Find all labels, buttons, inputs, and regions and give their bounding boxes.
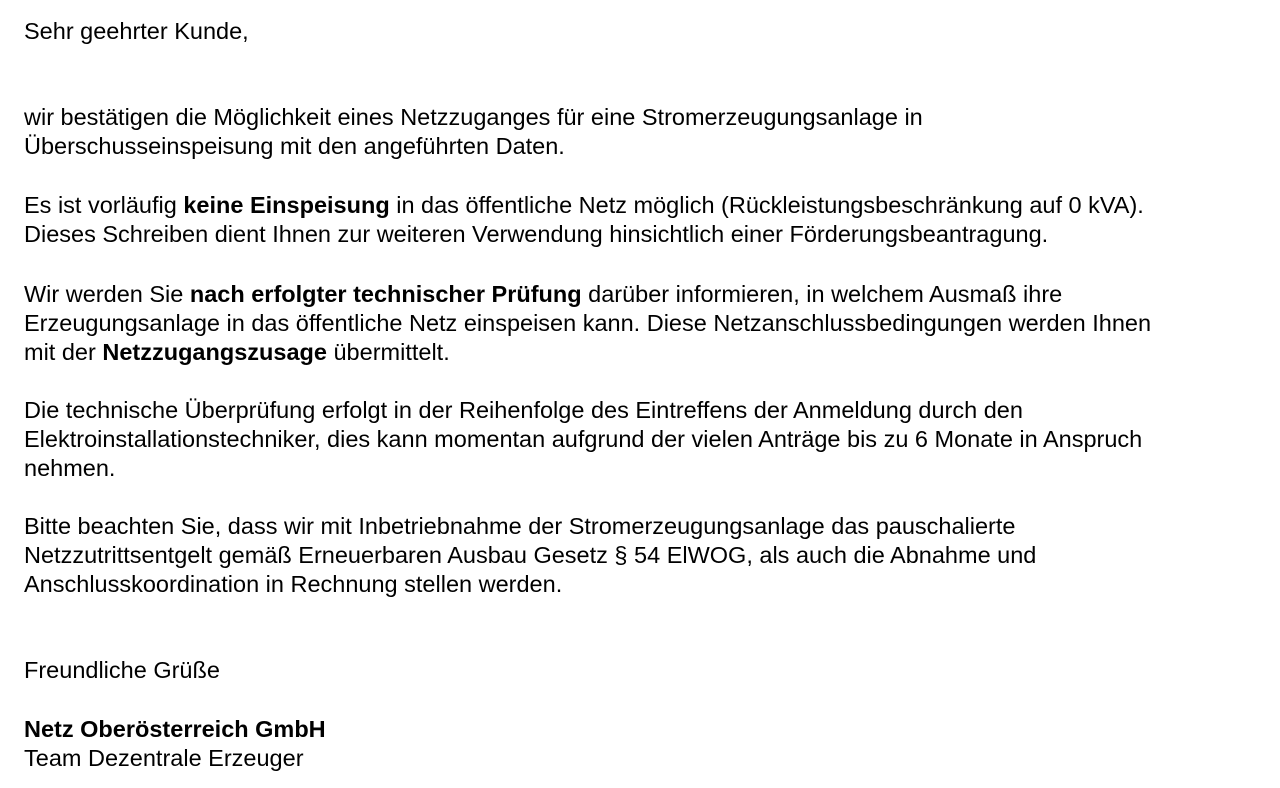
paragraph-line: Elektroinstallationstechniker, dies kann momentan aufgrund der vielen Anträge bis zu 6 Monate in Anspruch [24,426,1143,453]
emphasis-grid-access-commitment: Netzzugangszusage [102,339,327,366]
emphasis-no-feed-in: keine Einspeisung [183,192,390,218]
text-segment: darüber informieren, in welchem Ausmaß ihre [581,281,1063,307]
paragraph-no-feed-in [24,191,1264,249]
text-segment: Es ist vorläufig [24,192,184,218]
text-segment: Wir werden Sie [24,281,190,307]
paragraph-line: Bitte beachten Sie, dass wir mit Inbetriebnahme der Stromerzeugungsanlage das pauschalierte [24,513,1016,539]
paragraph-technical-check [24,280,1264,368]
paragraph-line: Die technische Überprüfung erfolgt in der Reihenfolge des Eintreffens der Anmeldung durch den [24,397,1023,423]
paragraph-line: Netzzutrittsentgelt gemäß Erneuerbaren Ausbau Gesetz § 54 ElWOG, als auch die Abnahme und [24,542,1037,569]
paragraph-confirmation [24,103,1264,161]
paragraph-line: Überschusseinspeisung mit den angeführten Daten. [24,133,565,160]
paragraph-line: wir bestätigen die Möglichkeit eines Netzzuganges für eine Stromerzeugungsanlage in [24,104,923,130]
closing-salutation: Freundliche Grüße [24,657,220,683]
paragraph-line: Dieses Schreiben dient Ihnen zur weiteren Verwendung hinsichtlich einer Förderungsbeantragung. [24,221,1049,248]
text-segment: übermittelt. [326,339,450,366]
paragraph-line: nehmen. [24,455,116,482]
paragraph-line: Anschlusskoordination in Rechnung stellen werden. [24,571,563,598]
emphasis-technical-check: nach erfolgter technischer Prüfung [189,281,582,307]
paragraph-processing-time [24,396,1264,484]
paragraph-line: Erzeugungsanlage in das öffentliche Netz einspeisen kann. Diese Netzanschlussbedingungen werden Ihnen [24,310,1152,337]
paragraph-line [24,280,1264,309]
team-name: Team Dezentrale Erzeuger [24,745,304,771]
text-segment: mit der [24,339,103,366]
greeting: Sehr geehrter Kunde, [24,18,249,44]
paragraph-line [24,191,1264,220]
company-name: Netz Oberösterreich GmbH [24,716,326,742]
paragraph-fees [24,512,1264,600]
text-segment: in das öffentliche Netz möglich (Rückleistungsbeschränkung auf 0 kVA). [389,192,1144,218]
paragraph-line [24,338,1264,367]
